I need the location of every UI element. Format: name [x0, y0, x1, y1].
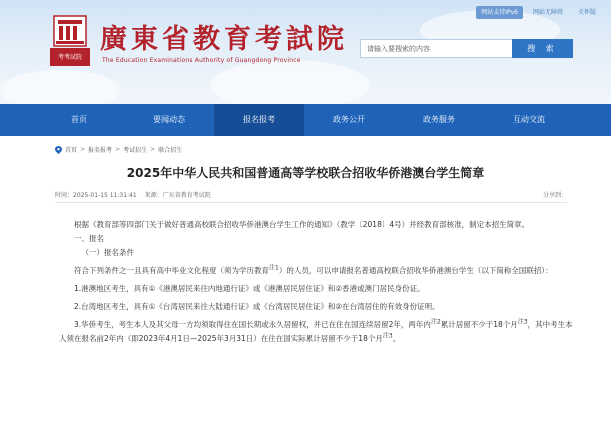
search-input[interactable] — [360, 39, 514, 58]
breadcrumb-home[interactable]: 首页 — [65, 147, 78, 154]
breadcrumb-exam-admission[interactable]: 考试招生 — [123, 147, 148, 154]
cloud-decoration — [210, 60, 370, 104]
eligibility-paragraph — [59, 264, 575, 278]
article-meta — [55, 190, 211, 199]
nav-gov-info[interactable]: 政务公开 — [333, 115, 365, 124]
location-pin-icon — [55, 146, 62, 154]
footnote-ref[interactable]: 注1 — [269, 264, 279, 272]
institution-logo-icon[interactable] — [48, 14, 94, 70]
site-header — [0, 0, 611, 104]
article-date: 时间：2025-01-15 11:31:41 — [55, 192, 137, 199]
main-nav — [0, 104, 611, 136]
criteria-item-3-text-b: 累计居留不少于18个月 — [440, 320, 518, 329]
eligibility-text-b: ）的人员，可以申请报名普通高校联合招收华侨港澳台学生（以下简称全国联招）： — [278, 266, 553, 275]
cloud-decoration — [0, 70, 120, 104]
top-links — [476, 6, 601, 19]
nav-gov-services[interactable]: 政务服务 — [423, 115, 455, 124]
subsection-heading-text: （一）报名条件 — [81, 248, 134, 257]
criteria-item-3-text-d: 。 — [392, 334, 401, 343]
criteria-item-3 — [59, 318, 575, 346]
site-title[interactable]: 廣東省教育考試院 — [100, 24, 348, 55]
criteria-item-3-text-a: 3.华侨考生，考生本人及其父母一方均须取得住在国长期或永久居留权，并已在住在国连续居留2年，两年内 — [74, 320, 431, 329]
nav-home[interactable]: 首页 — [71, 115, 87, 124]
criteria-item-2: 2.台湾地区考生，具有①《台湾居民来往大陆通行证》或《台湾居民居住证》和②在台湾居住的有效身份证明。 — [74, 302, 440, 311]
search-button[interactable]: 搜 索 — [512, 39, 573, 58]
divider — [55, 202, 567, 203]
subsection-heading — [59, 246, 575, 260]
article-source: 来源：广东省教育考试院 — [144, 192, 211, 199]
footnote-ref[interactable]: 注3 — [382, 332, 393, 340]
ipv6-link[interactable]: 网站支持IPv6 — [476, 6, 523, 19]
logo-badge: 考考試院 — [57, 54, 82, 61]
nav-news[interactable]: 要闻动态 — [153, 115, 185, 124]
footnote-ref[interactable]: 注3 — [517, 318, 528, 326]
criteria-item-1: 1.港澳地区考生，具有①《港澳居民来往内地通行证》或《港澳居民居住证》和②香港或澳门居民身份证。 — [74, 284, 425, 293]
breadcrumb-registration[interactable]: 报名报考 — [88, 147, 113, 154]
breadcrumb-separator: > — [150, 146, 156, 153]
care-mode-link[interactable]: 关怀版 — [577, 9, 596, 16]
article-body — [59, 218, 575, 346]
site-subtitle: The Education Examinations Authority of Guangdong Province — [102, 57, 301, 64]
nav-registration[interactable]: 报名报考 — [214, 104, 304, 136]
accessibility-link[interactable]: 网站无障碍 — [532, 9, 563, 16]
section-heading: 一、报名 — [74, 234, 104, 243]
breadcrumb — [55, 145, 182, 154]
criteria-item-3-text-c: ，其中考生本人须在报名前2年内（即2023年4月1日—2025年3月31日）在住在国实际累计居留不少于18个月 — [59, 320, 573, 343]
article-title: 2025年中华人民共和国普通高等学校联合招收华侨港澳台学生简章 — [126, 166, 485, 180]
breadcrumb-separator: > — [115, 146, 121, 153]
share-label[interactable]: 分享到： — [542, 192, 567, 199]
footnote-ref[interactable]: 注2 — [430, 318, 441, 326]
breadcrumb-joint-admission[interactable]: 联合招生 — [158, 147, 183, 154]
nav-interaction[interactable]: 互动交流 — [513, 115, 545, 124]
eligibility-text-a: 符合下列条件之一且具有高中毕业文化程度（须为学历教育 — [74, 266, 269, 275]
breadcrumb-separator: > — [80, 146, 86, 153]
intro-paragraph: 根据《教育部等四部门关于做好普通高校联合招收华侨港澳台学生工作的通知》（教学〔2018〕4号）并经教育部核准，制定本招生简章。 — [74, 220, 530, 229]
